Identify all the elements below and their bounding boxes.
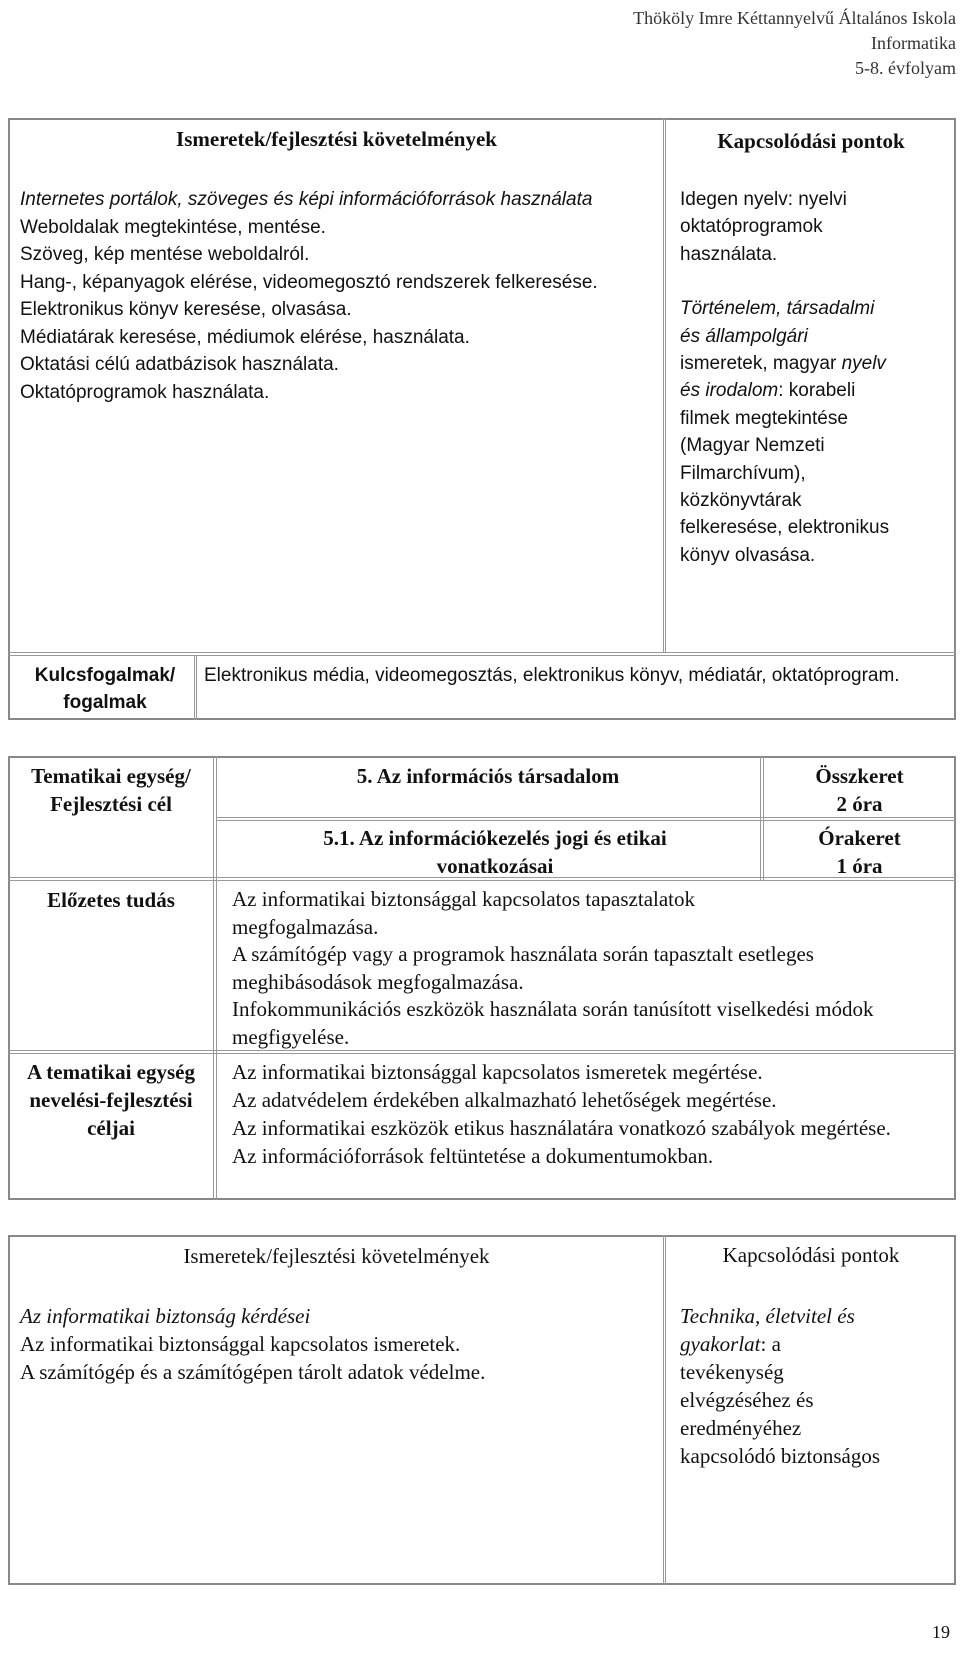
- column-divider: [213, 756, 214, 1200]
- requirements-content: [20, 1302, 650, 1386]
- grade-range: 5-8. évfolyam: [855, 58, 956, 78]
- column-header-requirements: Ismeretek/fejlesztési követelmények: [183, 1244, 490, 1268]
- requirements-topic-title: Internetes portálok, szöveges és képi információforrások használata: [20, 189, 593, 210]
- column-divider: [760, 756, 761, 880]
- requirement-line: A számítógép és a számítógépen tárolt adatok védelme.: [20, 1360, 486, 1384]
- school-name: Thököly Imre Kéttannyelvű Általános Iskola: [633, 8, 956, 28]
- row-divider: [8, 655, 956, 656]
- column-header-connections: Kapcsolódási pontok: [717, 129, 905, 153]
- column-divider: [196, 655, 197, 720]
- requirement-line: Oktatóprogramok használata.: [20, 381, 270, 403]
- requirement-line: Hang-, képanyagok elérése, videomegosztó rendszerek felkeresése.: [20, 271, 598, 293]
- column-divider: [216, 756, 217, 1200]
- topic-title: 5. Az információs társadalom: [356, 764, 620, 788]
- connections-content: [680, 186, 890, 569]
- connection-literature-text: : korabeli filmek megtekintése (Magyar Nemzeti Filmarchívum), közkönyvtárak felkeresése, elektronikus könyv olvasása.: [680, 380, 890, 566]
- development-goal-line: Az informatikai biztonsággal kapcsolatos ismeretek megértése.: [232, 1060, 763, 1084]
- column-divider: [665, 1235, 666, 1585]
- column-header-requirements: Ismeretek/fejlesztési követelmények: [176, 127, 497, 151]
- requirements-content: [20, 186, 635, 406]
- row-divider: [8, 652, 956, 653]
- connection-history-subject: Történelem, társadalmi és állampolgári: [680, 298, 875, 347]
- requirement-line: Elektronikus könyv keresése, olvasása.: [20, 299, 352, 320]
- connection-foreign-language: Idegen nyelv: nyelvi oktatóprogramok használata.: [680, 189, 847, 265]
- keywords-text: Elektronikus média, videomegosztás, elektronikus könyv, médiatár, oktatóprogram.: [204, 665, 900, 686]
- requirement-line: Az informatikai biztonsággal kapcsolatos ismeretek.: [20, 1332, 461, 1356]
- row-divider: [8, 1053, 956, 1054]
- keywords-label: Kulcsfogalmak/ fogalmak: [34, 665, 176, 713]
- connection-technology-subject: Technika, életvitel és gyakorlat: [680, 1304, 855, 1356]
- development-goals-content: [232, 1058, 942, 1170]
- topic-unit-label: Tematikai egység/ Fejlesztési cél: [31, 764, 191, 816]
- column-divider: [663, 1235, 664, 1585]
- prior-knowledge-line: A számítógép vagy a programok használata során tapasztalt esetleges meghibásodások megfogalmazása.: [232, 942, 814, 994]
- subject-name: Informatika: [871, 33, 956, 53]
- development-goal-line: Az adatvédelem érdekében alkalmazható lehetőségek megértése.: [232, 1088, 777, 1112]
- row-divider: [216, 820, 956, 821]
- column-divider: [763, 756, 764, 880]
- requirements-topic-title: Az informatikai biztonság kérdései: [20, 1304, 311, 1328]
- requirement-line: Médiatárak keresése, médiumok elérése, használata.: [20, 326, 470, 348]
- prior-knowledge-content: [232, 886, 932, 1052]
- prior-knowledge-label: Előzetes tudás: [47, 888, 175, 912]
- subtopic-title: 5.1. Az információkezelés jogi és etikai vonatkozásai: [323, 826, 667, 878]
- development-goals-label: A tematikai egység nevelési-fejlesztési céljai: [27, 1060, 195, 1140]
- development-goal-line: Az információforrások feltüntetése a dokumentumokban.: [232, 1144, 714, 1168]
- connection-history-text: ismeretek, magyar: [680, 353, 837, 375]
- requirement-line: Oktatási célú adatbázisok használata.: [20, 354, 339, 375]
- lesson-hours-label: Órakeret: [818, 826, 901, 850]
- page-number: 19: [932, 1622, 950, 1642]
- development-goal-line: Az informatikai eszközök etikus használatára vonatkozó szabályok megértése.: [232, 1116, 891, 1140]
- connections-content: [680, 1302, 885, 1470]
- column-header-connections: Kapcsolódási pontok: [722, 1243, 900, 1267]
- row-divider: [8, 880, 956, 881]
- connection-technology-text: : a tevékenység elvégzéséhez és eredményéhez kapcsolódó biztonságos: [680, 1332, 881, 1468]
- connection-literature-subject: nyelv és irodalom: [680, 353, 886, 402]
- column-divider: [194, 655, 195, 720]
- requirement-line: Szöveg, kép mentése weboldalról.: [20, 244, 310, 265]
- page-header: [633, 6, 956, 81]
- prior-knowledge-line: Infokommunikációs eszközök használata során tanúsított viselkedési módok megfigyelése.: [232, 997, 874, 1049]
- column-divider: [663, 118, 664, 652]
- total-hours-value: 2 óra: [836, 792, 883, 816]
- requirement-line: Weboldalak megtekintése, mentése.: [20, 216, 326, 238]
- lesson-hours-value: 1 óra: [836, 854, 883, 878]
- prior-knowledge-line: Az informatikai biztonsággal kapcsolatos tapasztalatok megfogalmazása.: [232, 887, 696, 939]
- column-divider: [665, 118, 666, 652]
- total-hours-label: Összkeret: [815, 764, 904, 788]
